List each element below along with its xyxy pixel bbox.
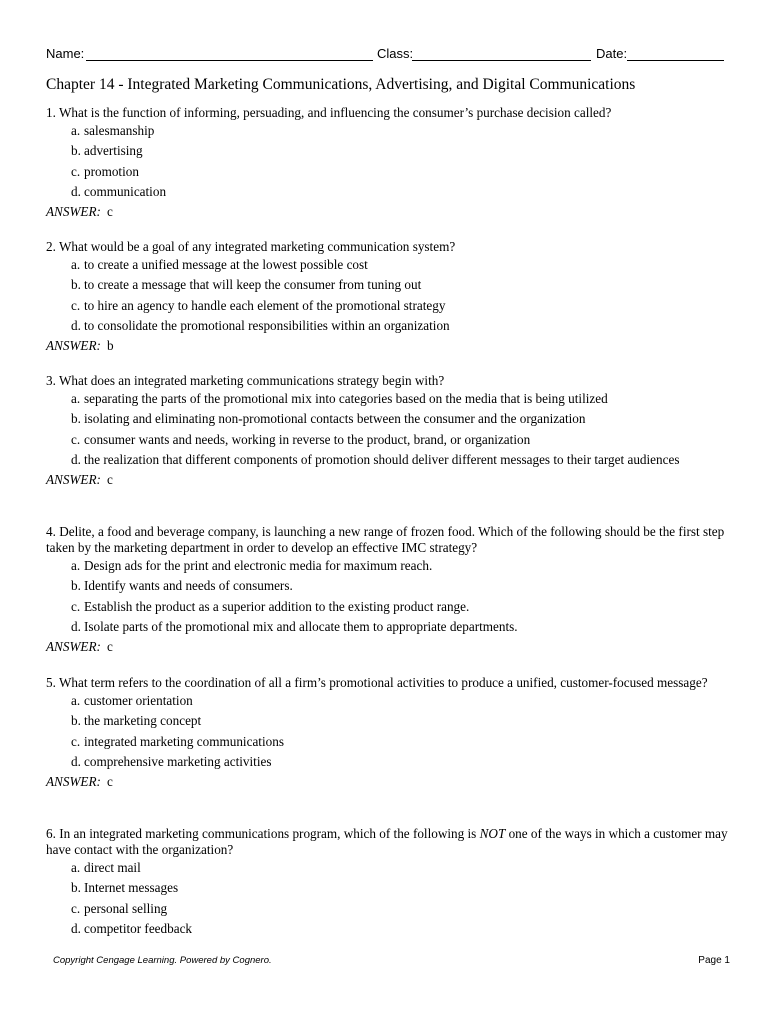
question-text: 6. In an integrated marketing communications program, which of the following is NOT one of the ways in which a customer may have contact with the organization? [46, 826, 728, 857]
option-d: d. the realization that different components of promotion should deliver different messages to their target audiences [71, 451, 680, 467]
name-field-line[interactable] [86, 60, 373, 61]
question-text: 1. What is the function of informing, persuading, and influencing the consumer’s purchase decision called? [46, 105, 612, 120]
chapter-title: Chapter 14 - Integrated Marketing Communications, Advertising, and Digital Communications [46, 76, 636, 93]
answer-value: c [106, 472, 113, 488]
student-info-header [46, 44, 724, 64]
option-c: c. personal selling [71, 900, 168, 916]
question-5 [46, 675, 736, 790]
date-field-line[interactable] [627, 60, 724, 61]
option-d: d. Isolate parts of the promotional mix and allocate them to appropriate departments. [71, 618, 518, 634]
option-list [71, 860, 736, 937]
option-c: c. Establish the product as a superior addition to the existing product range. [71, 598, 470, 614]
option-a: a. separating the parts of the promotional mix into categories based on the media that is being utilized [71, 391, 608, 406]
option-b: b. to create a message that will keep the consumer from tuning out [71, 277, 422, 293]
option-list [71, 558, 736, 635]
option-d: d. competitor feedback [71, 920, 193, 936]
question-text: 2. What would be a goal of any integrated marketing communication system? [46, 239, 456, 254]
answer-line [46, 204, 736, 220]
option-b: b. advertising [71, 143, 143, 159]
option-c: c. consumer wants and needs, working in reverse to the product, brand, or organization [71, 431, 531, 447]
answer-line [46, 639, 736, 655]
name-label: Name: [46, 46, 85, 61]
option-b: b. isolating and eliminating non-promotional contacts between the consumer and the organization [71, 411, 586, 427]
date-label: Date: [596, 46, 628, 61]
answer-label: ANSWER: [46, 472, 101, 488]
answer-value: c [106, 204, 113, 220]
answer-line [46, 472, 736, 488]
question-6 [46, 826, 736, 941]
class-field-line[interactable] [412, 60, 591, 61]
answer-value: c [106, 639, 113, 655]
answer-label: ANSWER: [46, 338, 101, 354]
footer-copyright: Copyright Cengage Learning. Powered by Cognero. [53, 955, 272, 966]
option-list [71, 257, 736, 334]
option-c: c. to hire an agency to handle each element of the promotional strategy [71, 297, 446, 313]
option-c: c. integrated marketing communications [71, 733, 284, 749]
option-b: b. the marketing concept [71, 713, 202, 729]
question-text: 4. Delite, a food and beverage company, is launching a new range of frozen food. Which of the following should be the first step taken by the marketing department in order to develop an effective IMC strategy? [46, 524, 725, 555]
option-list [71, 693, 736, 770]
option-a: a. customer orientation [71, 693, 193, 708]
emphasis-not: NOT [479, 826, 506, 841]
answer-label: ANSWER: [46, 774, 101, 790]
option-c: c. promotion [71, 163, 139, 179]
answer-value: c [106, 774, 113, 790]
answer-line [46, 338, 736, 354]
option-a: a. salesmanship [71, 123, 155, 138]
page-number: Page 1 [698, 955, 730, 966]
option-a: a. direct mail [71, 860, 141, 875]
option-a: a. to create a unified message at the lowest possible cost [71, 257, 368, 272]
answer-line [46, 774, 736, 790]
option-d: d. communication [71, 183, 167, 199]
question-text: 3. What does an integrated marketing communications strategy begin with? [46, 373, 445, 388]
option-b: b. Internet messages [71, 880, 179, 896]
option-d: d. to consolidate the promotional responsibilities within an organization [71, 317, 450, 333]
answer-label: ANSWER: [46, 639, 101, 655]
option-list [71, 391, 736, 468]
question-4 [46, 524, 736, 655]
answer-value: b [106, 338, 114, 354]
question-1 [46, 105, 736, 220]
option-a: a. Design ads for the print and electronic media for maximum reach. [71, 558, 433, 573]
question-2 [46, 239, 736, 354]
option-list [71, 123, 736, 200]
option-b: b. Identify wants and needs of consumers. [71, 578, 293, 594]
question-text: 5. What term refers to the coordination of all a firm’s promotional activities to produce a unified, customer-focused message? [46, 675, 708, 690]
answer-label: ANSWER: [46, 204, 101, 220]
option-d: d. comprehensive marketing activities [71, 753, 272, 769]
question-3 [46, 373, 736, 488]
class-label: Class: [377, 46, 414, 61]
